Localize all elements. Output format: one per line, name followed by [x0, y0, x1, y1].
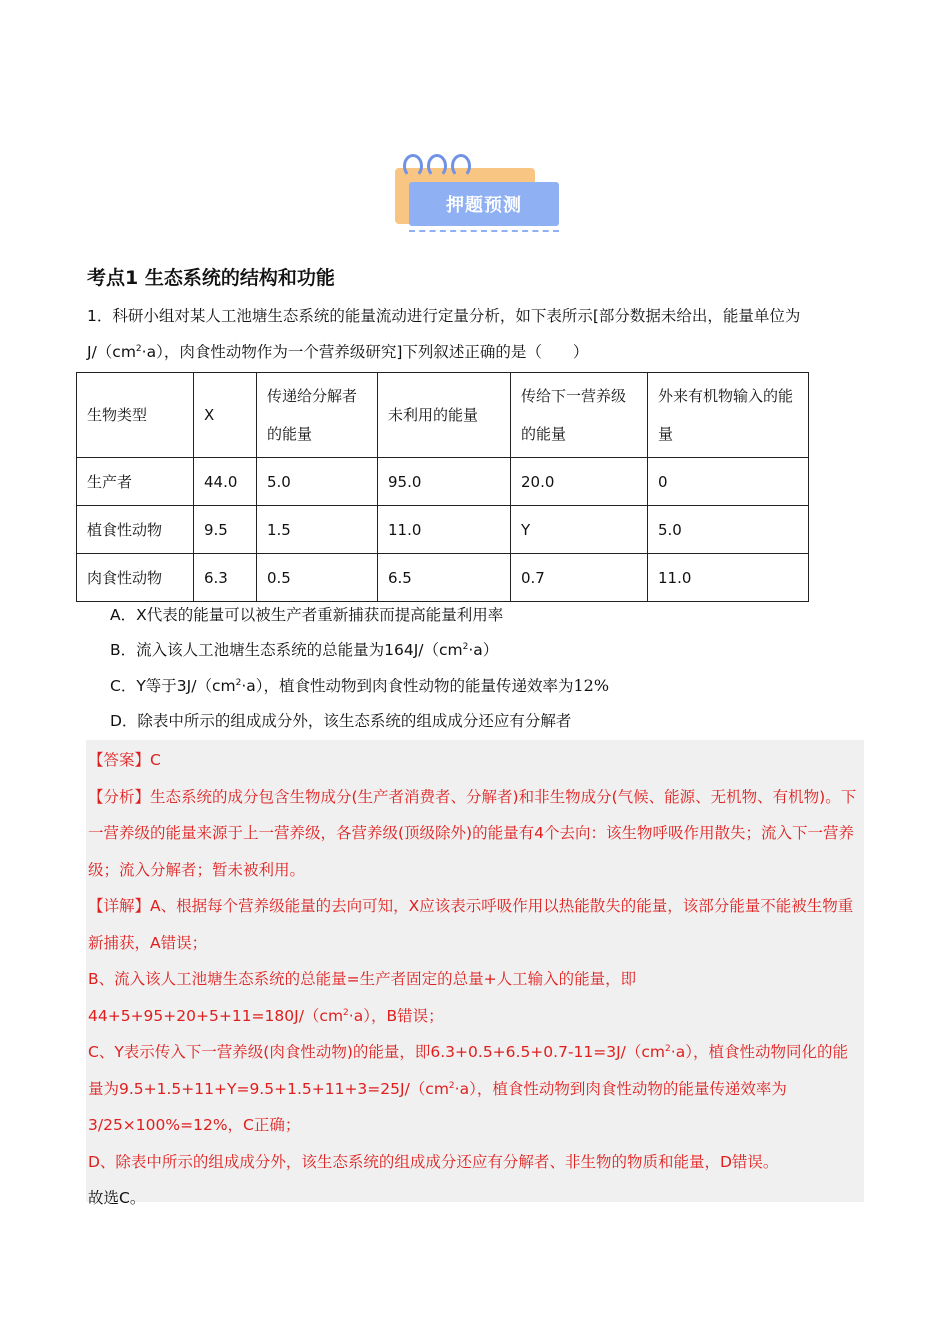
table-cell: 6.3 [194, 554, 257, 602]
table-header-cell: 传递给分解者的能量 [257, 373, 378, 458]
table-header-cell: 生物类型 [77, 373, 194, 458]
detail-b-line2: $44+5+95+20+5+11=180J/(cm^2\cdot a)$，B错误； [88, 1006, 444, 1025]
table-cell: 0.7 [511, 554, 648, 602]
answer-label: 【答案】C [88, 751, 161, 769]
table-cell: 1.5 [257, 506, 378, 554]
table-header-cell: 未利用的能量 [378, 373, 511, 458]
option-c-percent: 12% [573, 676, 610, 695]
conclusion: 故选C。 [88, 1189, 146, 1207]
table-cell: 6.5 [378, 554, 511, 602]
detail-c: C、Y表示传入下一营养级(肉食性动物)的能量，即$6.3+0.5+6.5+0.7-11=3J/(cm^2\cdot a)$，植食性动物同化的能量为$9.5+1.5+11+Y=9.5+1.5+11+3=25J/(cm^2\cdot a)$，植食性动物到肉食性动物的能量传递效率为 [88, 1043, 848, 1098]
option-b: B．流入该人工池塘生态系统的总能量为$164J/(cm^2\cdot a)$ [110, 641, 499, 659]
table-cell: 9.5 [194, 506, 257, 554]
table-cell: 20.0 [511, 458, 648, 506]
question-text-2a: J/（cm [87, 343, 136, 361]
binder-rings-icon [403, 154, 471, 178]
table-cell: 肉食性动物 [77, 554, 194, 602]
detail-d: D、除表中所示的组成成分外，该生态系统的组成成分还应有分解者、非生物的物质和能量，D错误。 [88, 1152, 779, 1171]
question-text-1: 科研小组对某人工池塘生态系统的能量流动进行定量分析，如下表所示[部分数据未给出，能量单位为 [112, 307, 801, 325]
option-a: A．X代表的能量可以被生产者重新捕获而提高能量利用率 [110, 606, 504, 624]
table-cell: 0.5 [257, 554, 378, 602]
table-cell: 95.0 [378, 458, 511, 506]
table-cell: 5.0 [257, 458, 378, 506]
table-cell: 植食性动物 [77, 506, 194, 554]
analysis-text: 【分析】生态系统的成分包含生物成分(生产者消费者、分解者)和非生物成分(气候、能源、无机物、有机物)。下一营养级的能量来源于上一营养级，各营养级(顶级除外)的能量有4个去向：该生物呼吸作用散失；流入下一营养级；流入分解者；暂未被利用。 [88, 787, 857, 879]
answer-options [110, 598, 609, 739]
detail-c-line3: 3/25×100%=12%，C正确； [88, 1116, 301, 1134]
energy-table [76, 372, 809, 602]
table-header-row [77, 373, 809, 458]
table-row [77, 458, 809, 506]
table-cell: 5.0 [648, 506, 809, 554]
table-header-cell: X [194, 373, 257, 458]
question-number: 1． [87, 307, 113, 325]
question-sup: 2 [135, 343, 142, 354]
question-stem [87, 298, 862, 370]
table-row [77, 506, 809, 554]
answer-block [86, 740, 864, 1207]
table-cell: 0 [648, 458, 809, 506]
detail-a: 【详解】A、根据每个营养级能量的去向可知，X应该表示呼吸作用以热能散失的能量，该部分能量不能被生物重新捕获，A错误； [88, 897, 854, 952]
table-cell: Y [511, 506, 648, 554]
table-cell: 11.0 [378, 506, 511, 554]
section-banner [395, 150, 565, 238]
option-c: C．Y等于$3J/(cm^2\cdot a)$，植食性动物到肉食性动物的能量传递效率为12% [110, 676, 610, 695]
detail-b-line1: B、流入该人工池塘生态系统的总能量=生产者固定的总量+人工输入的能量，即 [88, 970, 637, 988]
section-title: 考点1 生态系统的结构和功能 [87, 267, 335, 289]
banner-title: 押题预测 [409, 182, 559, 226]
table-header-cell: 传给下一营养级的能量 [511, 373, 648, 458]
option-d: D．除表中所示的组成成分外，该生态系统的组成成分还应有分解者 [110, 712, 572, 730]
table-cell: 44.0 [194, 458, 257, 506]
table-cell: 11.0 [648, 554, 809, 602]
question-text-2b: ·a），肉食性动物作为一个营养级研究]下列叙述正确的是（ ） [141, 343, 589, 361]
banner-dash-line [409, 230, 559, 232]
table-header-cell: 外来有机物输入的能量 [648, 373, 809, 458]
table-row [77, 554, 809, 602]
table-cell: 生产者 [77, 458, 194, 506]
